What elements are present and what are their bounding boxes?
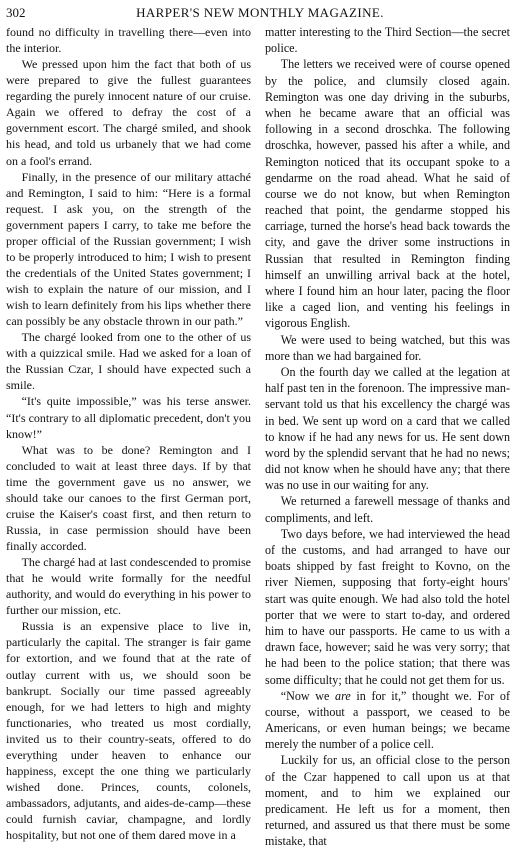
paragraph: The letters we received were of course opened by the police, and clumsily closed again. Remington was one day driving in the suburbs, when he became aware that an official was following in a second droschka. The following droschka, however, passed his after a while, and Remington noticed that its occupant spoke to a gendarme on the road ahead. What he said of course we do not know, but when Remington reached that point, the gendarme stopped his carriage, turned the horse's head back towards the city, and gave the driver some instructions in Russian that resulted in Remington finding himself an unwilling arrival back at the hotel, where I found him an hour later, pacing the floor like a caged lion, and venting his feelings in vigorous English. [265,57,510,331]
page-header [6,4,514,22]
paragraph: Finally, in the presence of our military attaché and Remington, I said to him: “Here is a formal request. I ask you, on the strength of the government papers I carry, to take me before the proper official of the Russian government; I wish to be properly introduced to him; I wish to present the credentials of the United States government; I wish to explain the nature of our mission, and I wish to learn definitely from his lips whether there can possibly be any obstacle thrown in our path.” [6,169,251,329]
paragraph: The chargé had at last condescended to promise that he would write formally for the needful authority, and would do everything in his power to further our mission, etc. [6,555,251,618]
paragraph: On the fourth day we called at the legation at half past ten in the forenoon. The impressive man-servant told us that his excellency the chargé was in bed. We sent up word on a card that we called to know if he had any news for us. He sent down word by the splendid servant that he had no news; did not know when he should have any; that there was no use in our waiting for any. [265,364,510,493]
emphasis: are [335,688,351,703]
paragraph: Luckily for us, an official close to the person of the Czar happened to call upon us at that moment, and to him we explained our predicament. He left us for a moment, then returned, and assured us that there must be some mistake, that [265,753,510,849]
left-column [6,24,251,843]
page-number: 302 [6,5,26,20]
paragraph: “Now we are in for it,” thought we. For of course, without a passport, we ceased to be Americans, or even human beings; we became merely the number of a police cell. [265,688,510,752]
running-title: HARPER'S NEW MONTHLY MAGAZINE. [136,5,384,20]
paragraph: “It's quite impossible,” was his terse answer. “It's contrary to all diplomatic precedent, don't you know!” [6,394,251,441]
right-column [265,24,510,850]
paragraph: What was to be done? Remington and I concluded to wait at least three days. If by that time the government gave us no answer, we should take our canoes to the first German port, cruise the Kaiser's coast first, and then return to Russia, in case permission should have been finally accorded. [6,442,251,553]
paragraph: found no difficulty in travelling there—even into the interior. [6,25,251,56]
paragraph: matter interesting to the Third Section—the secret police. [265,25,510,56]
paragraph: Russia is an expensive place to live in, particularly the capital. The stranger is fair game for extortion, and we found that at the rate of outlay current with us, we should soon be bankrupt. Socially our time passed agreeably enough, for we had letters to high and mighty functionaries, who treated us most cordially, invited us to their country-seats, offered to do everything under heaven to enhance our happiness, except the one thing we particularly wished done. Princes, counts, colonels, ambassadors, adjutants, and aides-de-camp—these could furnish caviar, champagne, and lordly hospitality, but not one of them dared move in a [6,619,251,843]
paragraph: The chargé looked from one to the other of us with a quizzical smile. Had we asked for a loan of the Russian Czar, I should have expected such a smile. [6,330,251,393]
paragraph: We returned a farewell message of thanks and compliments, and left. [265,494,510,525]
paragraph: Two days before, we had interviewed the head of the customs, and had arranged to have our boats shipped by fast freight to Kovno, on the river Niemen, supposing that forty-eight hours' start was quite enough. We had also told the hotel porter that we were to start to-day, and ordered him to have our passports. He came to us with a drawn face, however; said he was very sorry; that he had been to the police station; that there was some difficulty; that he could not get them for us. [265,526,510,687]
paragraph: We pressed upon him the fact that both of us were prepared to give the fullest guarantees regarding the purely innocent nature of our cruise. Again we offered to defray the cost of a government escort. The chargé smiled, and shook his head, and told us urbanely that we had come on a fool's errand. [6,57,251,168]
paragraph: We were used to being watched, but this was more than we had bargained for. [265,332,510,363]
